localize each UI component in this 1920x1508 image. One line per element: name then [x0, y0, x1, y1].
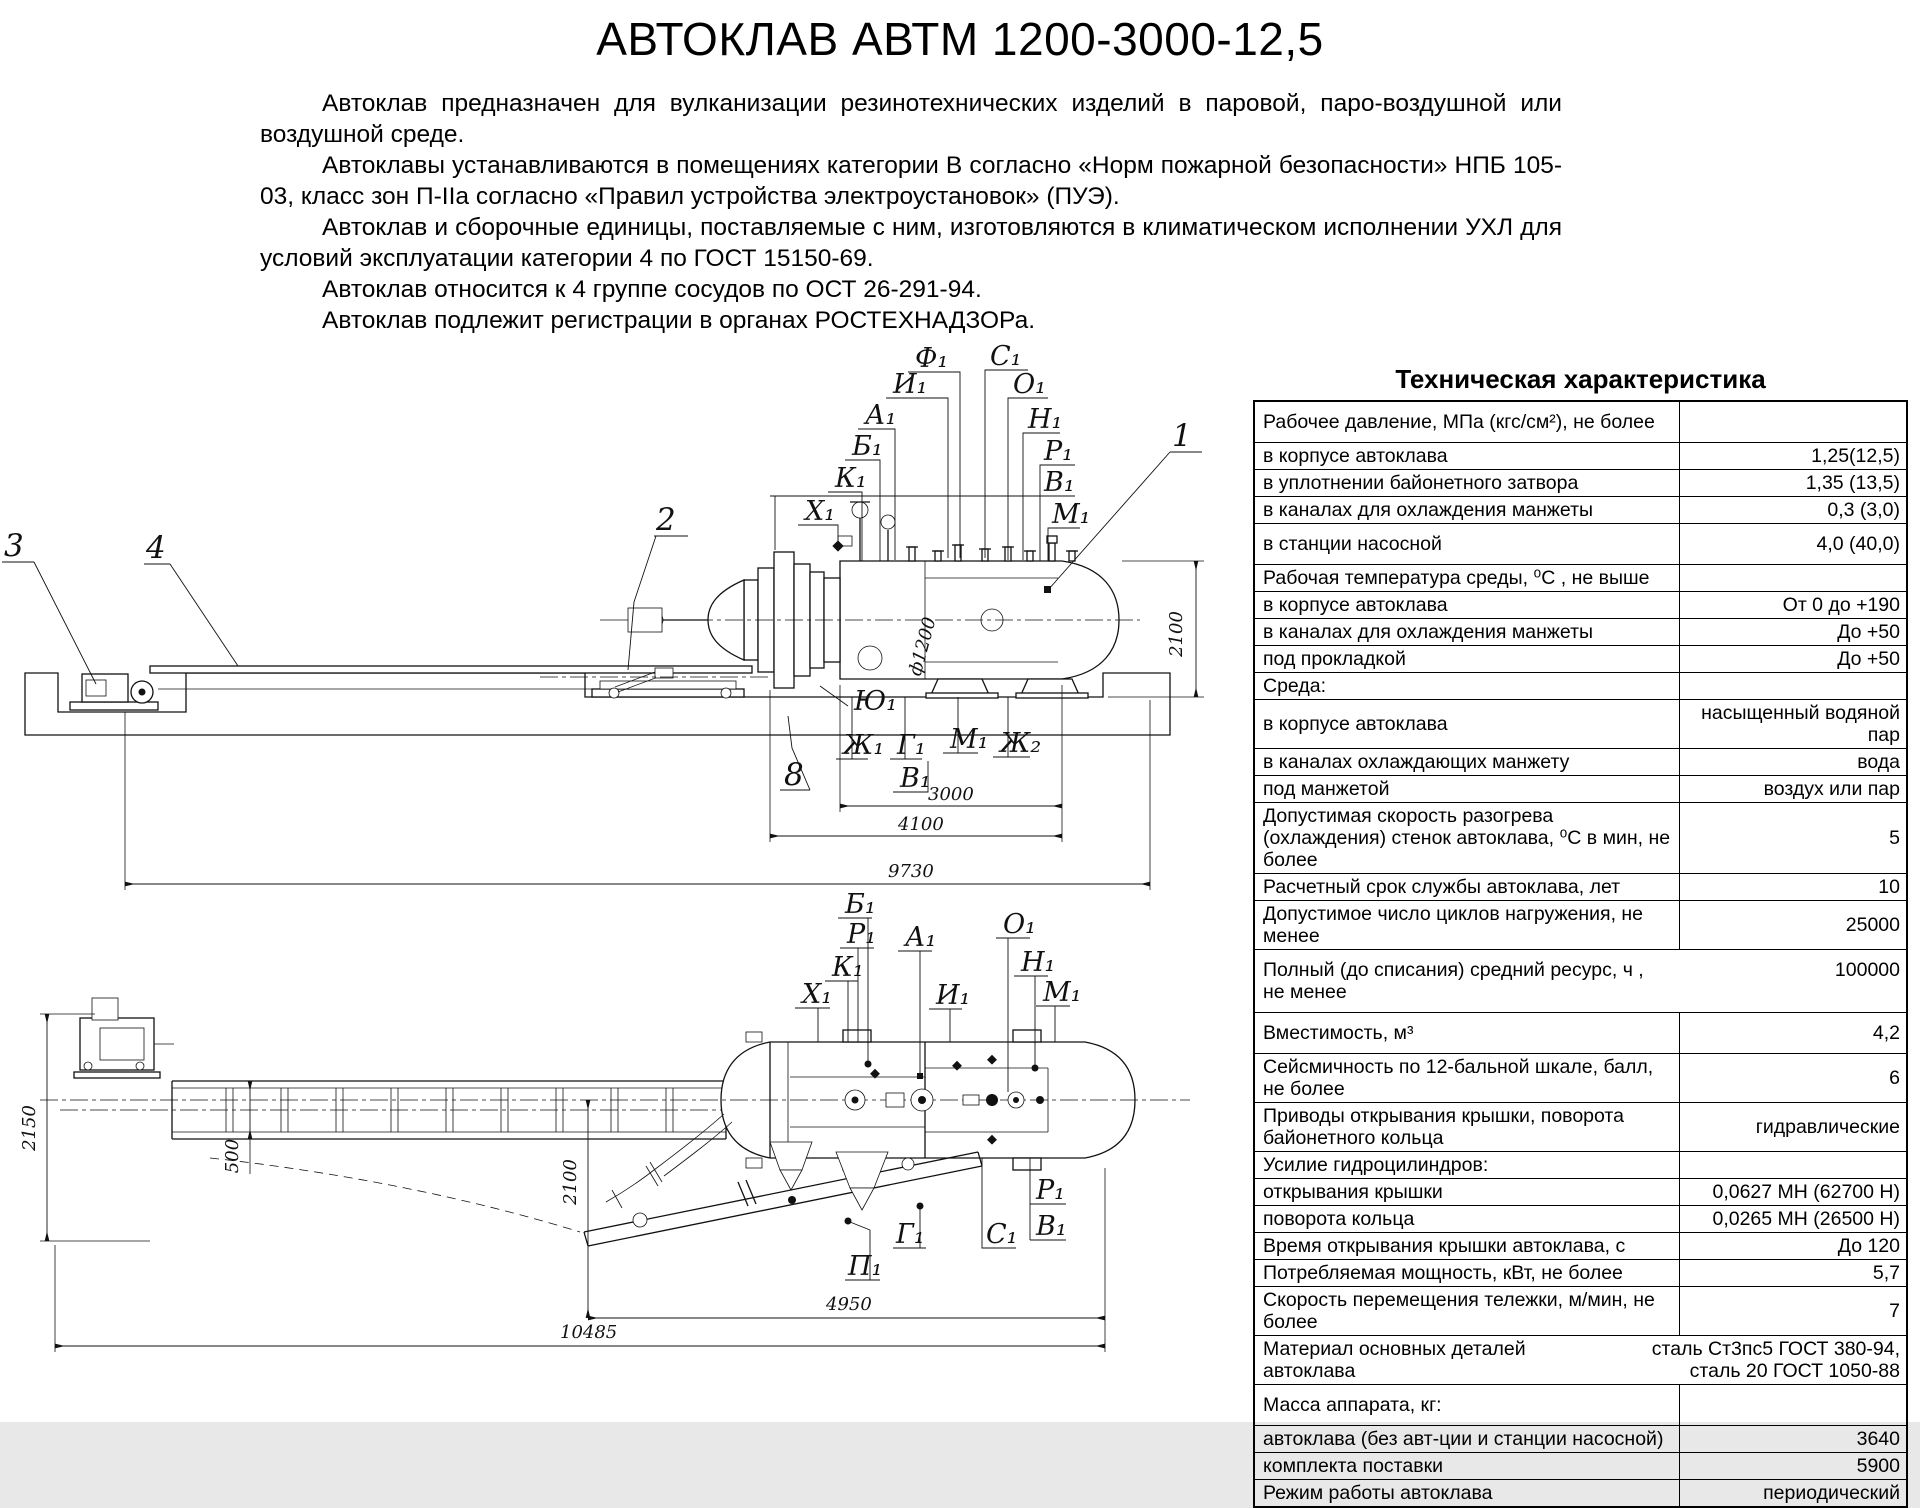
spec-label: Вместимость, м³ [1254, 1013, 1680, 1054]
spec-row [1254, 749, 1907, 776]
spec-row [1254, 673, 1907, 700]
spec-row [1254, 1480, 1907, 1508]
label-f1: Ф₁ [915, 343, 949, 374]
spec-row [1254, 470, 1907, 497]
spec-table [1253, 400, 1908, 1508]
label-g1: Г₁ [897, 730, 926, 761]
spec-label: Материал основных деталей автоклава [1263, 1338, 1526, 1382]
intro-text [260, 88, 1562, 336]
spec-value: 1,25(12,5) [1680, 443, 1908, 470]
intro-paragraph: Автоклав и сборочные единицы, поставляемые с ним, изготовляются в климатическом исполнении УХЛ для условий эксплуатации категории 4 по ГОСТ 15150-69. [260, 214, 1562, 272]
label-a1: А₁ [905, 922, 937, 953]
label-m1: М₁ [1043, 977, 1082, 1008]
label-zh1: Ж₁ [843, 730, 885, 761]
spec-value [1680, 1385, 1908, 1426]
callout-2: 2 [656, 502, 676, 538]
spec-value [1680, 565, 1908, 592]
spec-value: 4,0 (40,0) [1680, 524, 1908, 565]
spec-row [1254, 1206, 1907, 1233]
spec-value [1680, 673, 1908, 700]
spec-cell-span [1254, 1336, 1907, 1385]
label-v1: В₁ [1044, 467, 1075, 498]
label-v1b: В₁ [900, 763, 931, 794]
spec-value: От 0 до +190 [1680, 592, 1908, 619]
spec-value: 4,2 [1680, 1013, 1908, 1054]
label-x1: Х₁ [805, 496, 836, 527]
callout-4: 4 [146, 530, 166, 566]
dim-9730: 9730 [888, 861, 934, 882]
intro-paragraph: Автоклавы устанавливаются в помещениях категории В согласно «Норм пожарной безопасности» НПБ 105-03, класс зон П-IIа согласно «Правил устройства электроустановок» (ПУЭ). [260, 152, 1562, 210]
spec-label: Допустимое число циклов нагружения, не менее [1254, 901, 1680, 950]
spec-value: До 120 [1680, 1233, 1908, 1260]
spec-value: До +50 [1680, 646, 1908, 673]
intro-paragraph: Автоклав подлежит регистрации в органах РОСТЕХНАДЗОРа. [322, 307, 1036, 334]
spec-row [1254, 401, 1907, 443]
spec-value: 6 [1680, 1054, 1908, 1103]
spec-label: Приводы открывания крышки, поворота байонетного кольца [1254, 1103, 1680, 1152]
label-v1: В₁ [1036, 1211, 1067, 1242]
spec-value [1680, 1152, 1908, 1179]
spec-label: Рабочая температура среды, ⁰С , не выше [1254, 565, 1680, 592]
spec-value: 5900 [1680, 1453, 1908, 1480]
dim-4950: 4950 [826, 1294, 872, 1315]
spec-value: 5,7 [1680, 1260, 1908, 1287]
spec-label: под манжетой [1254, 776, 1680, 803]
spec-label: в корпусе автоклава [1254, 700, 1680, 749]
winch-plan [74, 998, 174, 1078]
dim-3000: 3000 [928, 784, 974, 805]
drawing-plan-view [0, 889, 1250, 1400]
dim-500: 500 [222, 1138, 243, 1174]
label-r1b: Р₁ [1036, 1175, 1065, 1206]
spec-label: поворота кольца [1254, 1206, 1680, 1233]
spec-row [1254, 1179, 1907, 1206]
spec-row [1254, 1260, 1907, 1287]
spec-value: воздух или пар [1680, 776, 1908, 803]
spec-label: Расчетный срок службы автоклава, лет [1254, 874, 1680, 901]
spec-value: 5 [1680, 803, 1908, 874]
spec-row [1254, 1385, 1907, 1426]
label-g1: Г₁ [896, 1219, 925, 1250]
spec-row [1254, 565, 1907, 592]
label-o1: О₁ [1013, 369, 1046, 400]
spec-value: 25000 [1680, 901, 1908, 950]
spec-table-title: Техническая характеристика [1395, 364, 1766, 394]
callout-8: 8 [784, 757, 804, 793]
nozzles-and-valves [838, 502, 1078, 561]
dim-2150: 2150 [19, 1105, 40, 1151]
spec-value: 1,35 (13,5) [1680, 470, 1908, 497]
spec-label: Усилие гидроцилиндров: [1254, 1152, 1680, 1179]
spec-label: Рабочее давление, МПа (кгс/см²), не более [1254, 401, 1680, 443]
spec-row [1254, 901, 1907, 950]
rails-plan [60, 1081, 750, 1139]
spec-value: 100000 [1834, 959, 1900, 981]
label-s1: С₁ [986, 1219, 1018, 1250]
dim-f1200: ф1200 [904, 614, 941, 679]
spec-row [1254, 803, 1907, 874]
label-m1: М₁ [1052, 499, 1091, 530]
nozzle-labels [770, 341, 1090, 561]
spec-row [1254, 1426, 1907, 1453]
spec-value: вода [1680, 749, 1908, 776]
spec-label: в каналах для охлаждения манжеты [1254, 619, 1680, 646]
label-x1: Х₁ [802, 979, 833, 1010]
spec-label: под прокладкой [1254, 646, 1680, 673]
spec-label: комплекта поставки [1254, 1453, 1680, 1480]
spec-row [1254, 700, 1907, 749]
spec-label: Скорость перемещения тележки, м/мин, не более [1254, 1287, 1680, 1336]
callout-1: 1 [1172, 418, 1192, 454]
label-k1: К₁ [835, 463, 867, 494]
spec-row [1254, 1013, 1907, 1054]
spec-row [1254, 1453, 1907, 1480]
spec-value: 0,3 (3,0) [1680, 497, 1908, 524]
callout-3: 3 [4, 528, 24, 564]
label-n1: Н₁ [1021, 947, 1056, 978]
spec-label: в корпусе автоклава [1254, 592, 1680, 619]
spec-label: Среда: [1254, 673, 1680, 700]
label-b1: Б₁ [845, 889, 876, 920]
label-yu1: Ю₁ [854, 686, 898, 717]
vessel-plan [40, 1030, 1190, 1170]
spec-label: Масса аппарата, кг: [1254, 1385, 1680, 1426]
label-n1: Н₁ [1028, 404, 1063, 435]
spec-row [1254, 1233, 1907, 1260]
spec-label: Время открывания крышки автоклава, с [1254, 1233, 1680, 1260]
spec-row [1254, 646, 1907, 673]
spec-value: периодический [1680, 1480, 1908, 1508]
spec-value: 10 [1680, 874, 1908, 901]
foundation [25, 673, 1170, 735]
spec-row [1254, 592, 1907, 619]
spec-row [1254, 874, 1907, 901]
label-zh2: Ж₂ [1000, 728, 1042, 759]
spec-value: 0,0265 МН (26500 Н) [1680, 1206, 1908, 1233]
label-i1: И₁ [936, 980, 971, 1011]
spec-row [1254, 776, 1907, 803]
label-r1: Р₁ [1044, 436, 1073, 467]
page-title: АВТОКЛАВ АВТМ 1200-3000-12,5 [596, 13, 1324, 65]
spec-row [1254, 950, 1907, 1013]
spec-row [1254, 1054, 1907, 1103]
label-a1: А₁ [865, 400, 897, 431]
spec-row [1254, 1152, 1907, 1179]
label-r1: Р₁ [847, 919, 876, 950]
spec-value: гидравлические [1680, 1103, 1908, 1152]
spec-row [1254, 1336, 1907, 1385]
label-m1b: М₁ [950, 724, 989, 755]
spec-value: 0,0627 МН (62700 Н) [1680, 1179, 1908, 1206]
dim-2100: 2100 [560, 1159, 581, 1205]
spec-row [1254, 497, 1907, 524]
spec-row [1254, 1287, 1907, 1336]
spec-row [1254, 619, 1907, 646]
label-k1: К₁ [832, 952, 864, 983]
spec-label: Сейсмичность по 12-бальной шкале, балл, не более [1254, 1054, 1680, 1103]
spec-label: в каналах для охлаждения манжеты [1254, 497, 1680, 524]
intro-paragraph: Автоклав относится к 4 группе сосудов по ОСТ 26-291-94. [322, 276, 982, 303]
spec-label: автоклава (без авт-ции и станции насосной) [1254, 1426, 1680, 1453]
dim-4100: 4100 [898, 814, 944, 835]
label-p1: П₁ [848, 1251, 883, 1282]
label-b1: Б₁ [852, 431, 883, 462]
spec-label: Режим работы автоклава [1254, 1480, 1680, 1508]
spec-row [1254, 524, 1907, 565]
spec-label: в корпусе автоклава [1254, 443, 1680, 470]
spec-cell-span [1254, 950, 1907, 1013]
label-s1: С₁ [990, 341, 1022, 372]
spec-value: 7 [1680, 1287, 1908, 1336]
bottom-labels [820, 686, 1041, 794]
autoclave-vessel [600, 552, 1140, 698]
spec-label: Потребляемая мощность, кВт, не более [1254, 1260, 1680, 1287]
spec-value: 3640 [1680, 1426, 1908, 1453]
spec-value: сталь Ст3пс5 ГОСТ 380-94, сталь 20 ГОСТ 1050-88 [1651, 1338, 1900, 1382]
spec-label: в уплотнении байонетного затвора [1254, 470, 1680, 497]
spec-label: Допустимая скорость разогрева (охлаждения) стенок автоклава, ⁰С в мин, не более [1254, 803, 1680, 874]
label-i1: И₁ [893, 369, 928, 400]
dim-2100: 2100 [1166, 611, 1187, 657]
spec-row [1254, 1103, 1907, 1152]
dim-10485: 10485 [560, 1322, 618, 1343]
spec-label: в каналах охлаждающих манжету [1254, 749, 1680, 776]
spec-table-body [1254, 401, 1907, 1507]
spec-value: До +50 [1680, 619, 1908, 646]
spec-row [1254, 443, 1907, 470]
winch-side [70, 674, 592, 710]
spec-value [1680, 401, 1908, 443]
spec-label: в станции насосной [1254, 524, 1680, 565]
spec-value: насыщенный водяной пар [1680, 700, 1908, 749]
intro-paragraph: Автоклав предназначен для вулканизации резинотехнических изделий в паровой, паро-воздушной или воздушной среде. [260, 90, 1562, 148]
drawing-side-elevation [0, 340, 1250, 900]
spec-label: Полный (до списания) средний ресурс, ч , не менее [1263, 959, 1644, 1003]
label-o1: О₁ [1003, 909, 1036, 940]
spec-label: открывания крышки [1254, 1179, 1680, 1206]
